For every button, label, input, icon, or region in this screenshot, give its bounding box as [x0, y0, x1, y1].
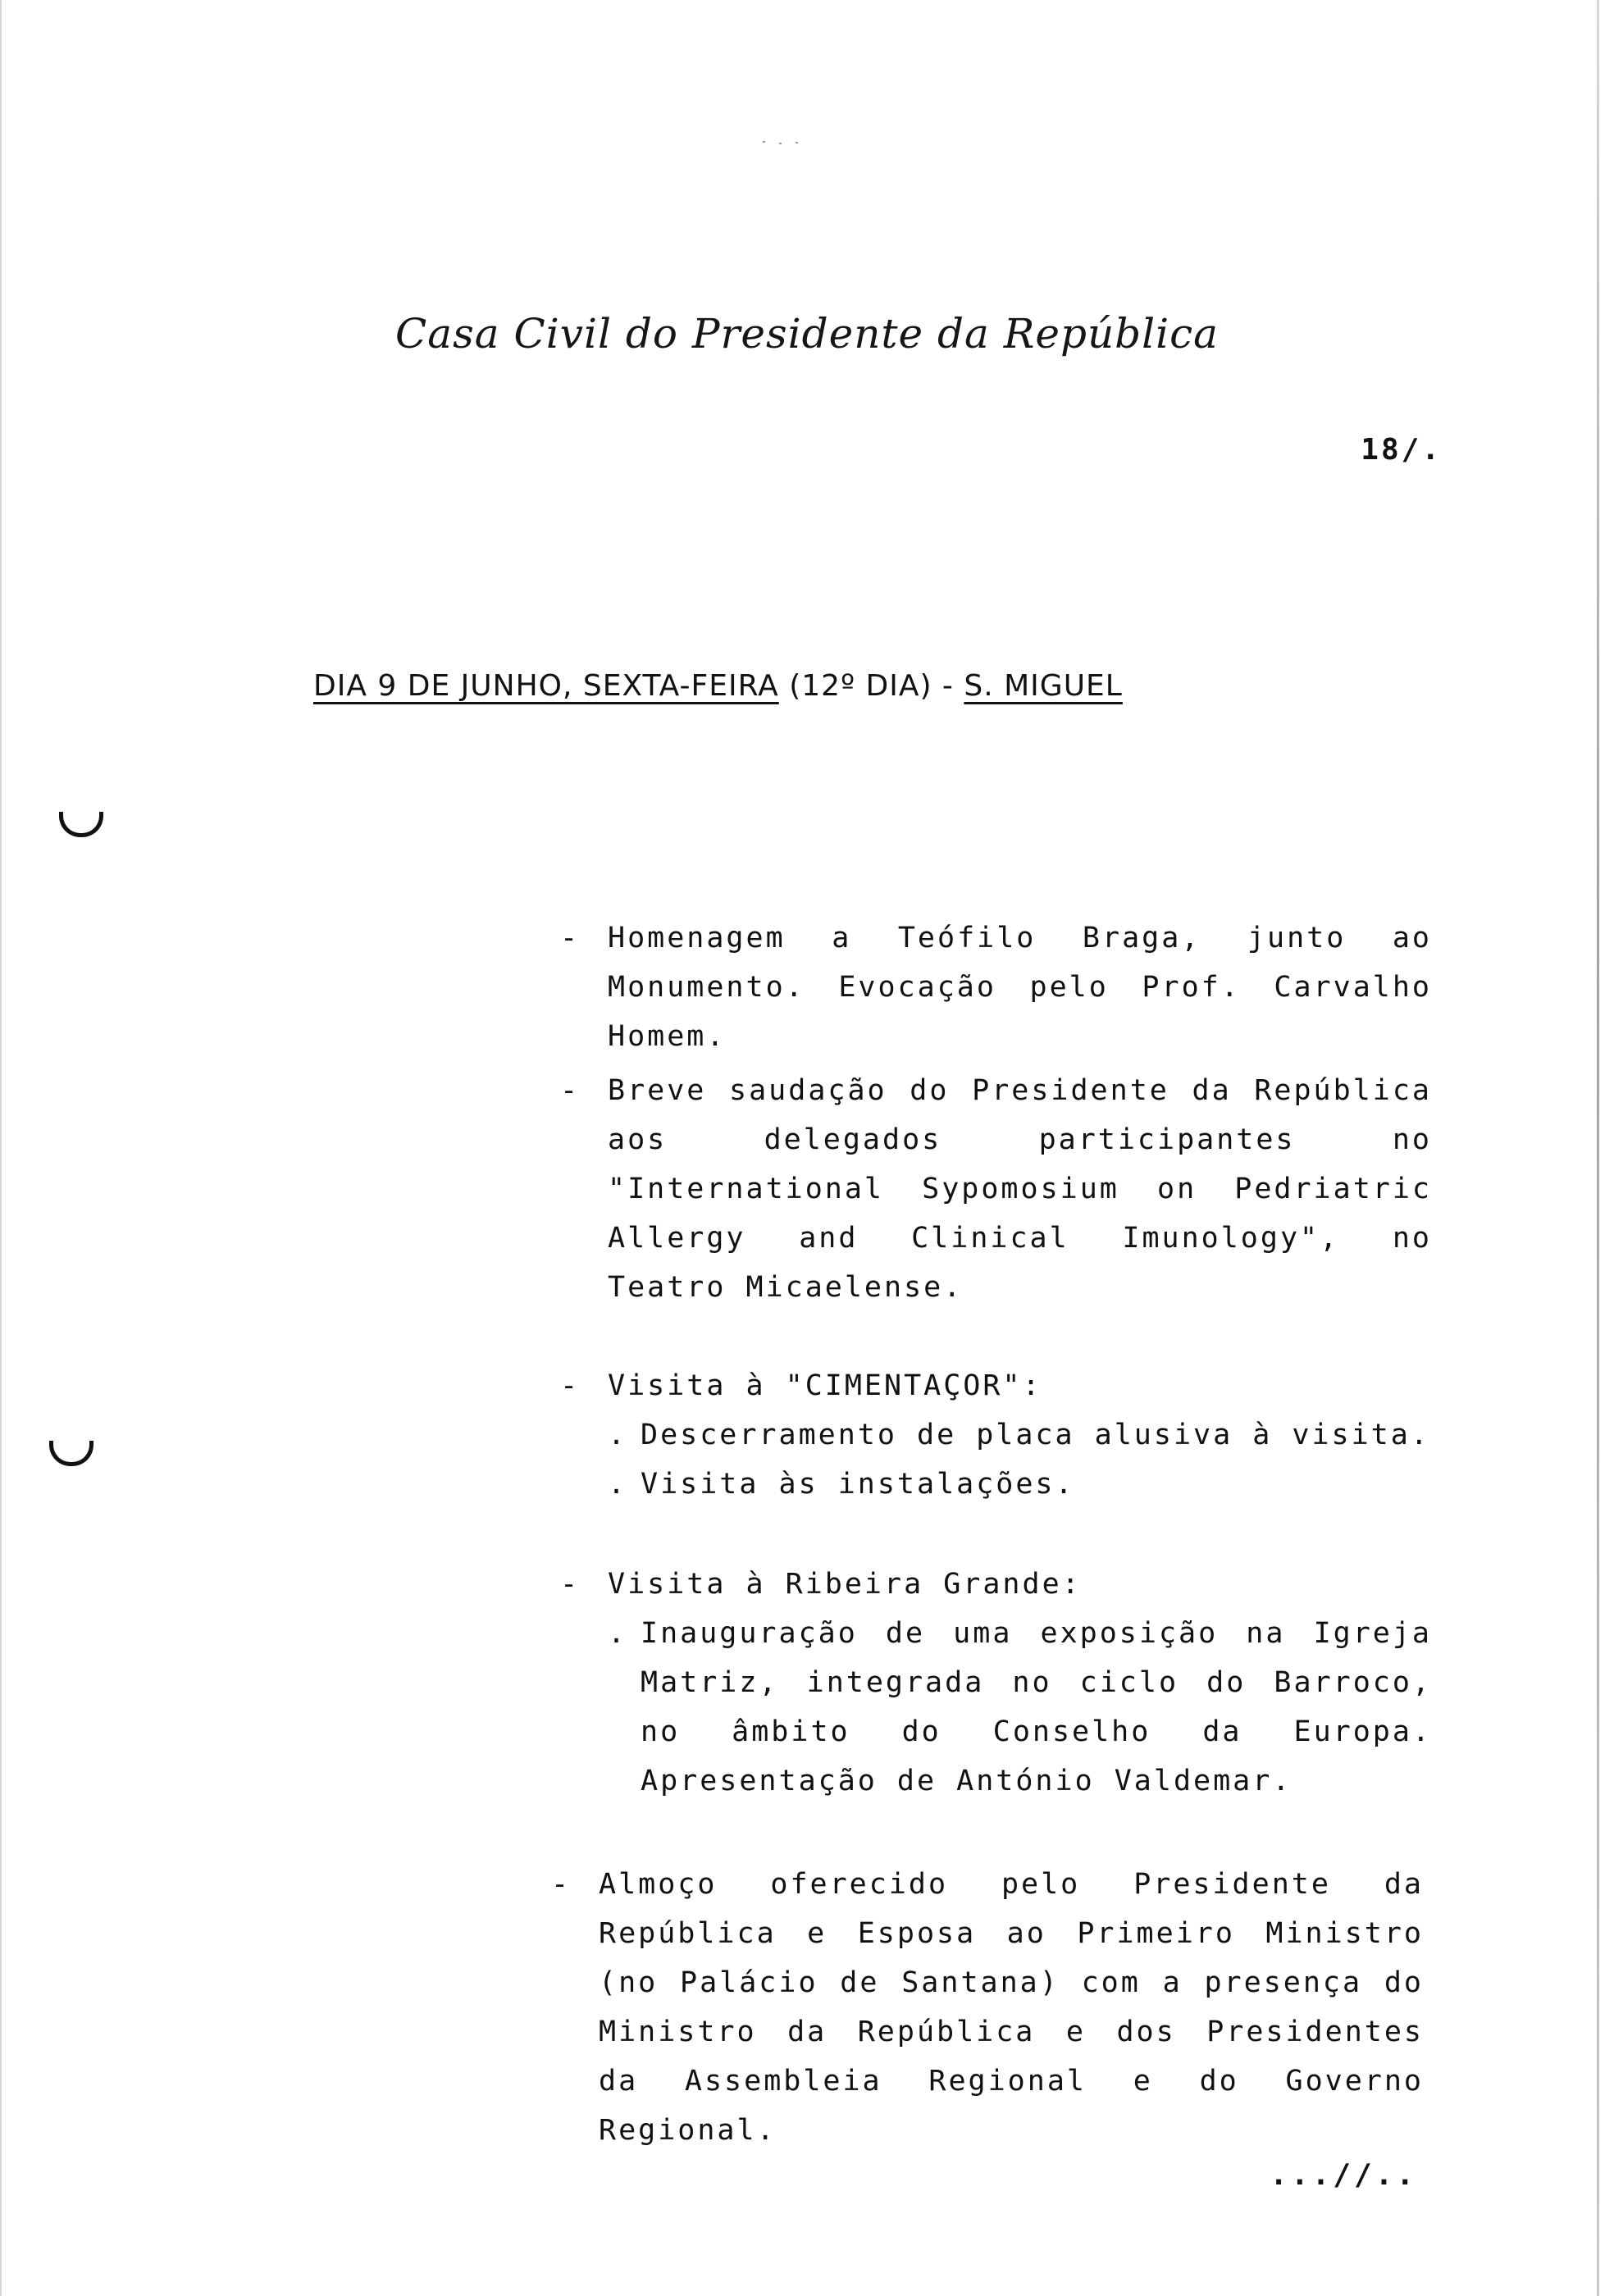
- margin-check-mark: [59, 812, 103, 837]
- sub-item: [608, 1460, 1432, 1509]
- agenda-item: [560, 1560, 1432, 1806]
- item-dash: -: [560, 922, 578, 954]
- agenda-item: [551, 1860, 1424, 2155]
- continuation-marker: ...//..: [1270, 2158, 1417, 2192]
- item-dash: -: [551, 1868, 569, 1901]
- day-heading: [313, 669, 1123, 703]
- scan-speck: [796, 142, 798, 144]
- page-number: 18/.: [1361, 433, 1442, 467]
- scan-speck: [763, 141, 765, 143]
- heading-date: DIA 9 DE JUNHO, SEXTA-FEIRA: [313, 669, 779, 703]
- sub-item-bullet: .: [608, 1617, 626, 1650]
- item-dash: -: [560, 1074, 578, 1107]
- item-dash: -: [560, 1568, 578, 1601]
- agenda-item: [560, 913, 1432, 1061]
- sub-item-text: Descerramento de placa alusiva à visita.: [641, 1419, 1430, 1451]
- item-text: Homenagem a Teófilo Braga, junto ao Monumento. Evocação pelo Prof. Carvalho Homem.: [608, 922, 1432, 1053]
- item-text: Almoço oferecido pelo Presidente da República e Esposa ao Primeiro Ministro (no Palácio de Santana) com a presença do Ministro da República e dos Presidentes da Assembleia Regional e do Governo Regional.: [599, 1868, 1424, 2147]
- sub-item-text: Visita às instalações.: [641, 1468, 1075, 1501]
- sub-item: [608, 1410, 1432, 1460]
- item-dash: -: [560, 1369, 578, 1402]
- letterhead: Casa Civil do Presidente da República: [395, 310, 1219, 358]
- sub-item-text: Inauguração de uma exposição na Igreja Matriz, integrada no ciclo do Barroco, no âmbito do Conselho da Europa. Apresentação de António Valdemar.: [641, 1617, 1432, 1797]
- item-text: Breve saudação do Presidente da República aos delegados participantes no "International Sypomosium on Pedriatric Allergy and Clinical Imunology", no Teatro Micaelense.: [608, 1074, 1432, 1304]
- sub-item-bullet: .: [608, 1419, 626, 1451]
- scan-speck: [779, 143, 782, 144]
- item-text: Visita à "CIMENTAÇOR":: [608, 1369, 1042, 1402]
- sub-item-bullet: .: [608, 1468, 626, 1501]
- item-text: Visita à Ribeira Grande:: [608, 1568, 1082, 1601]
- agenda-item: [560, 1066, 1432, 1312]
- heading-location: S. MIGUEL: [964, 669, 1123, 703]
- heading-day-count: (12º DIA) -: [789, 669, 954, 703]
- sub-item: [608, 1609, 1432, 1806]
- margin-check-mark: [49, 1441, 93, 1466]
- agenda-item: [560, 1361, 1432, 1509]
